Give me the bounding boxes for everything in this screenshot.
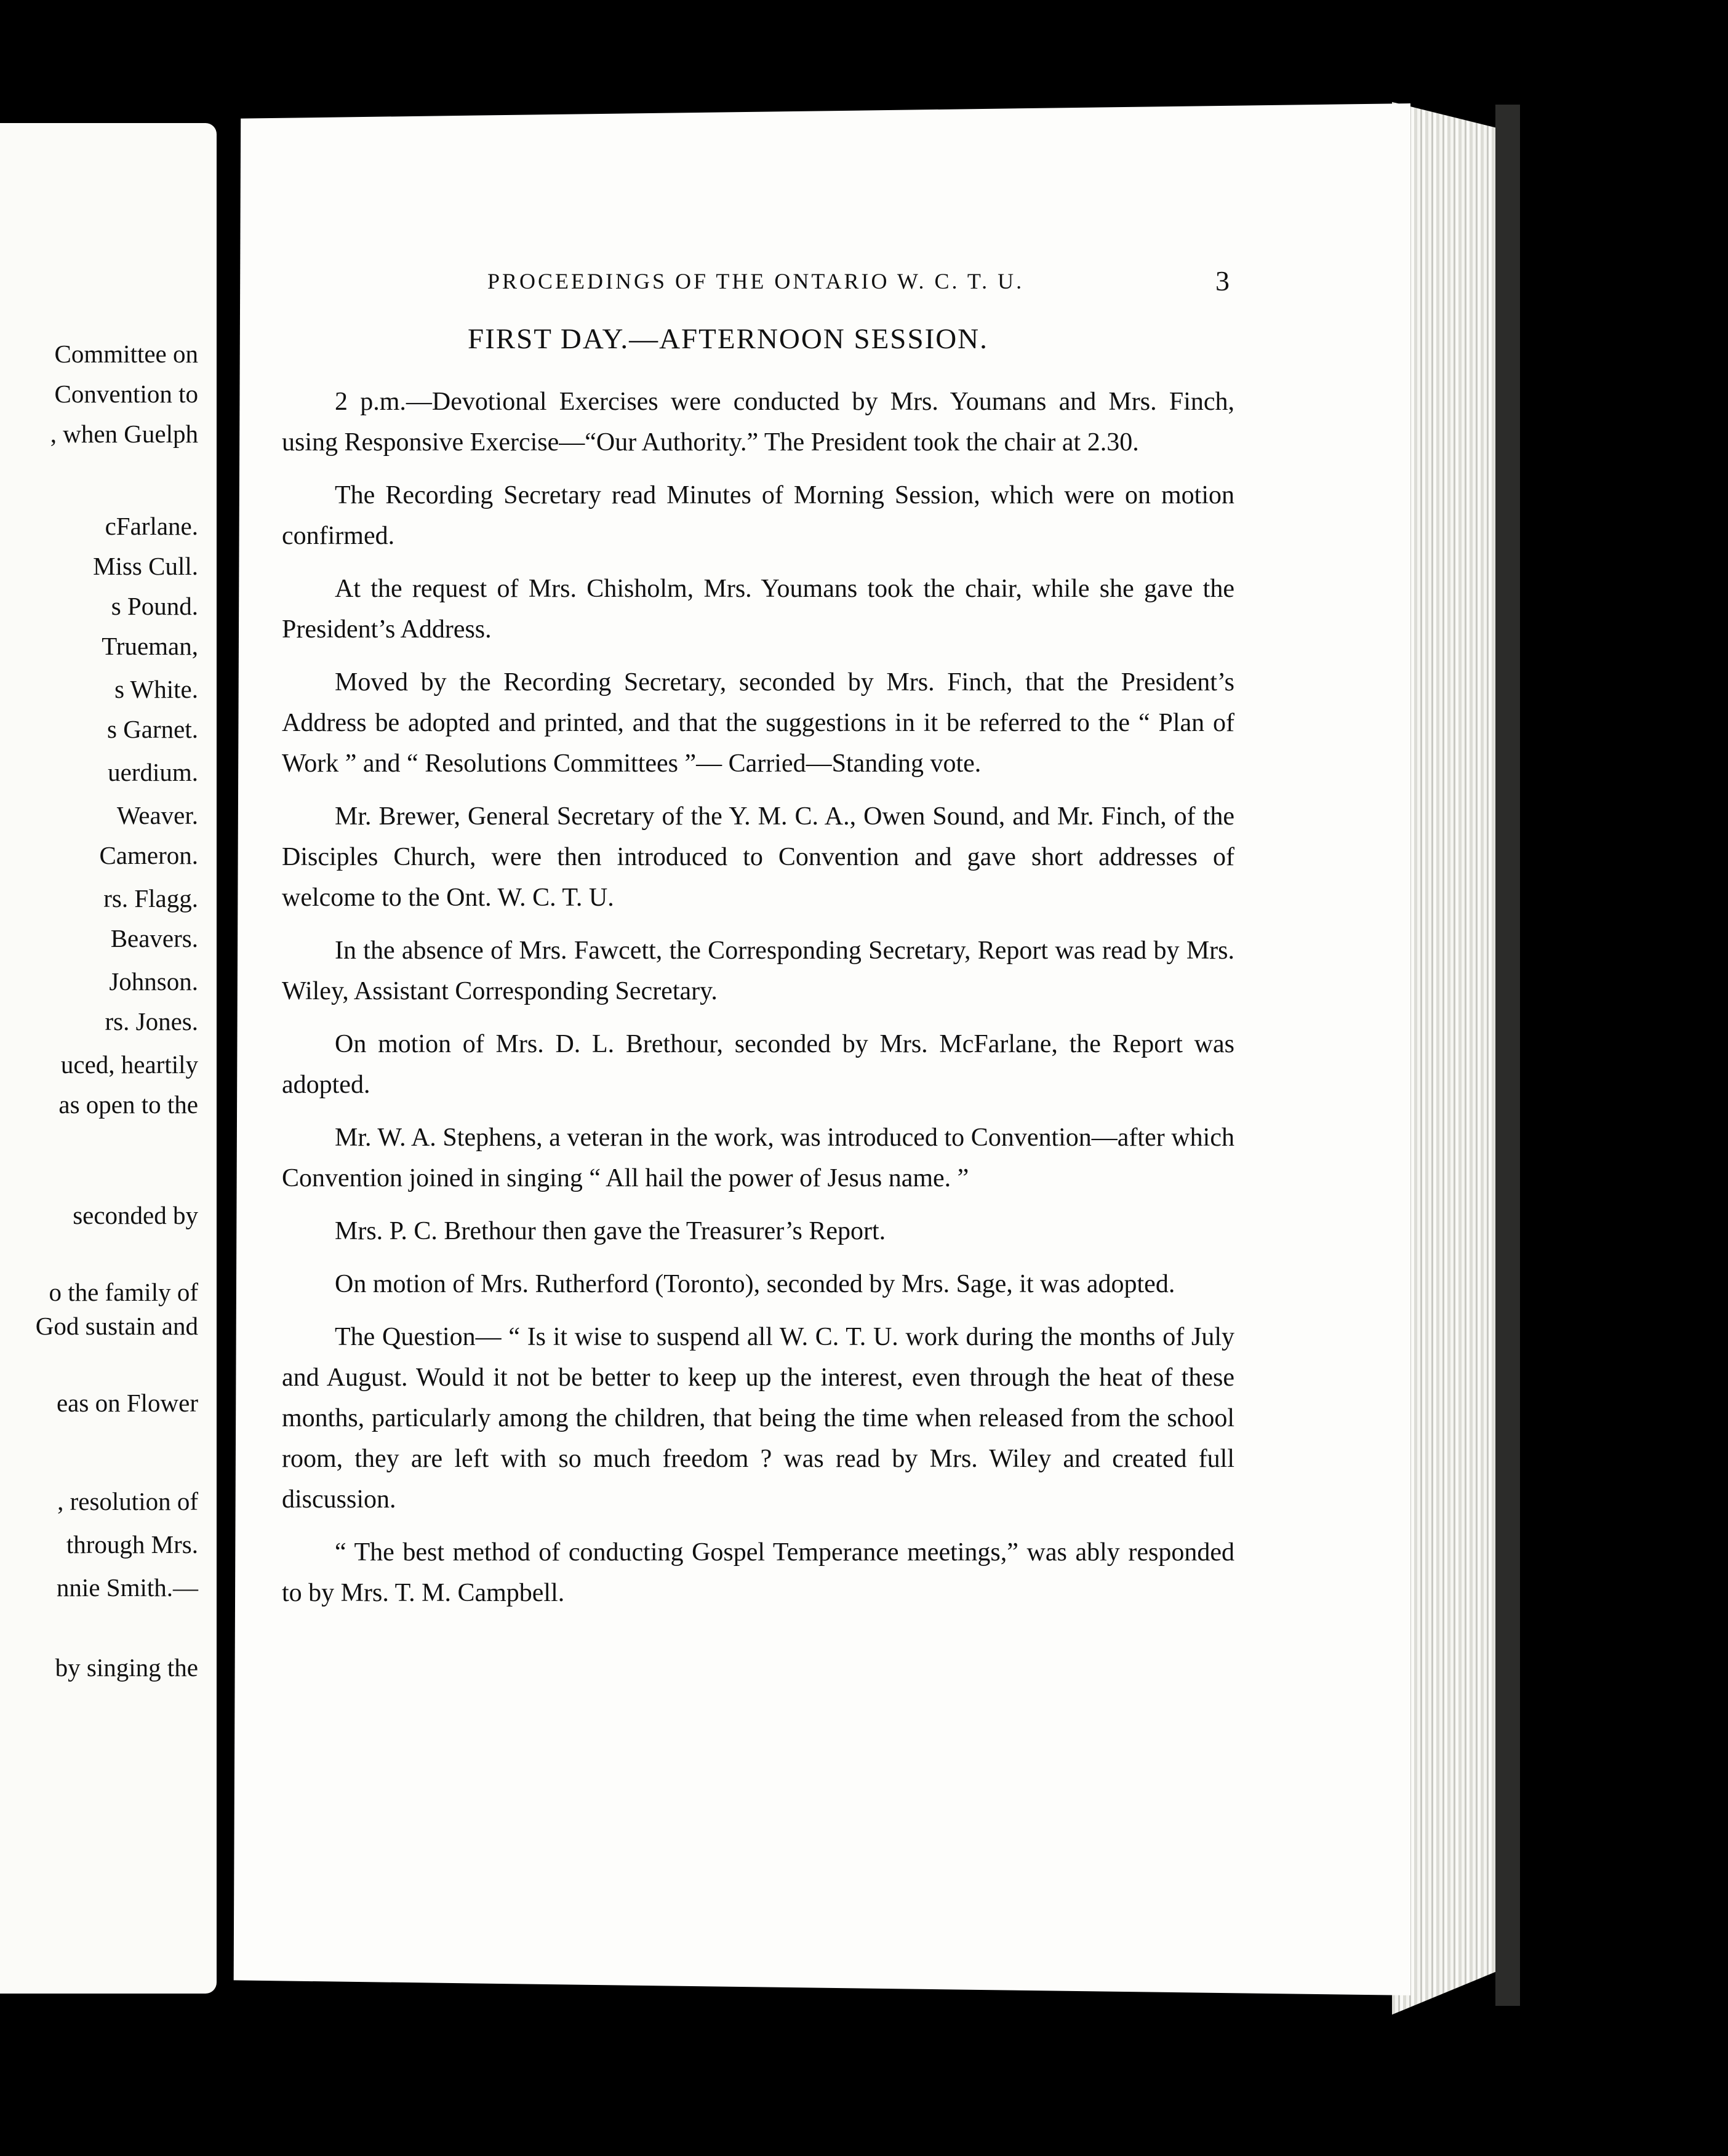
body-text: [282, 381, 1234, 1626]
left-page-line: rs. Jones.: [105, 1007, 198, 1036]
paragraph: Moved by the Recording Secretary, seconded by Mrs. Finch, that the President’s Address be adopted and printed, and that the suggestions in it be referred to the “ Plan of Work ” and “ Resolutions Committees ”— Carried—Standing vote.: [282, 668, 1234, 778]
left-page-line: through Mrs.: [66, 1530, 198, 1559]
paragraph: Mr. Brewer, General Secretary of the Y. M. C. A., Owen Sound, and Mr. Finch, of the Disciples Church, were then introduced to Convention and gave short addresses of welcome to the Ont. W. C. T. U.: [282, 802, 1234, 912]
left-page-line: , resolution of: [57, 1487, 198, 1515]
left-page-line: o the family of: [49, 1278, 198, 1306]
left-page-line: , when Guelph: [50, 420, 198, 448]
left-page-line: Johnson.: [109, 967, 198, 996]
paragraph: “ The best method of conducting Gospel Temperance meetings,” was ably responded to by Mrs. T. M. Campbell.: [282, 1538, 1234, 1607]
left-page-line: rs. Flagg.: [103, 884, 198, 912]
paragraph: Mrs. P. C. Brethour then gave the Treasurer’s Report.: [335, 1217, 886, 1245]
paragraph: 2 p.m.—Devotional Exercises were conducted by Mrs. Youmans and Mrs. Finch, using Responsive Exercise—“Our Authority.” The President took the chair at 2.30.: [282, 388, 1234, 457]
running-head: PROCEEDINGS OF THE ONTARIO W. C. T. U.: [487, 269, 1025, 293]
left-page-line: eas on Flower: [56, 1389, 198, 1417]
left-page-line: Weaver.: [116, 801, 198, 829]
left-facing-page: [0, 123, 217, 1994]
left-page-line: nnie Smith.—: [56, 1573, 198, 1602]
paragraph: The Recording Secretary read Minutes of Morning Session, which were on motion confirmed.: [282, 481, 1234, 550]
paragraph: On motion of Mrs. Rutherford (Toronto), seconded by Mrs. Sage, it was adopted.: [335, 1270, 1175, 1298]
left-page-line: as open to the: [58, 1090, 198, 1119]
left-page-line: Beavers.: [110, 924, 198, 952]
paragraph: Mr. W. A. Stephens, a veteran in the work, was introduced to Convention—after which Convention joined in singing “ All hail the power of Jesus name. ”: [282, 1124, 1234, 1192]
left-page-line: Trueman,: [102, 632, 198, 660]
paragraph: On motion of Mrs. D. L. Brethour, seconded by Mrs. McFarlane, the Report was adopted.: [282, 1030, 1234, 1099]
left-page-line: uced, heartily: [60, 1050, 198, 1079]
left-page-line: Convention to: [54, 380, 198, 408]
left-page-line: God sustain and: [35, 1312, 198, 1340]
left-page-line: Committee on: [54, 340, 198, 368]
page-number: 3: [1215, 265, 1230, 297]
left-page-line: uerdium.: [108, 758, 198, 786]
left-page-line: seconded by: [73, 1201, 198, 1229]
left-page-line: cFarlane.: [105, 512, 198, 540]
left-page-line: s White.: [114, 675, 198, 703]
book-cover-edge: [1495, 105, 1520, 2006]
left-page-line: s Garnet.: [106, 715, 198, 743]
left-page-line: by singing the: [55, 1653, 198, 1682]
left-page-line: Miss Cull.: [93, 552, 198, 580]
left-page-line: s Pound.: [111, 592, 198, 620]
left-page-line: Cameron.: [99, 841, 198, 869]
paragraph: In the absence of Mrs. Fawcett, the Corresponding Secretary, Report was read by Mrs. Wiley, Assistant Corresponding Secretary.: [282, 936, 1234, 1005]
section-title: FIRST DAY.—AFTERNOON SESSION.: [468, 323, 988, 355]
paragraph: The Question— “ Is it wise to suspend all W. C. T. U. work during the months of July and August. Would it not be better to keep up the interest, even through the heat of these months, particularly among the children, that being the time when released from the school room, they are left with so much freedom ? was read by Mrs. Wiley and created full discussion.: [282, 1323, 1234, 1514]
paragraph: At the request of Mrs. Chisholm, Mrs. Youmans took the chair, while she gave the President’s Address.: [282, 575, 1234, 644]
